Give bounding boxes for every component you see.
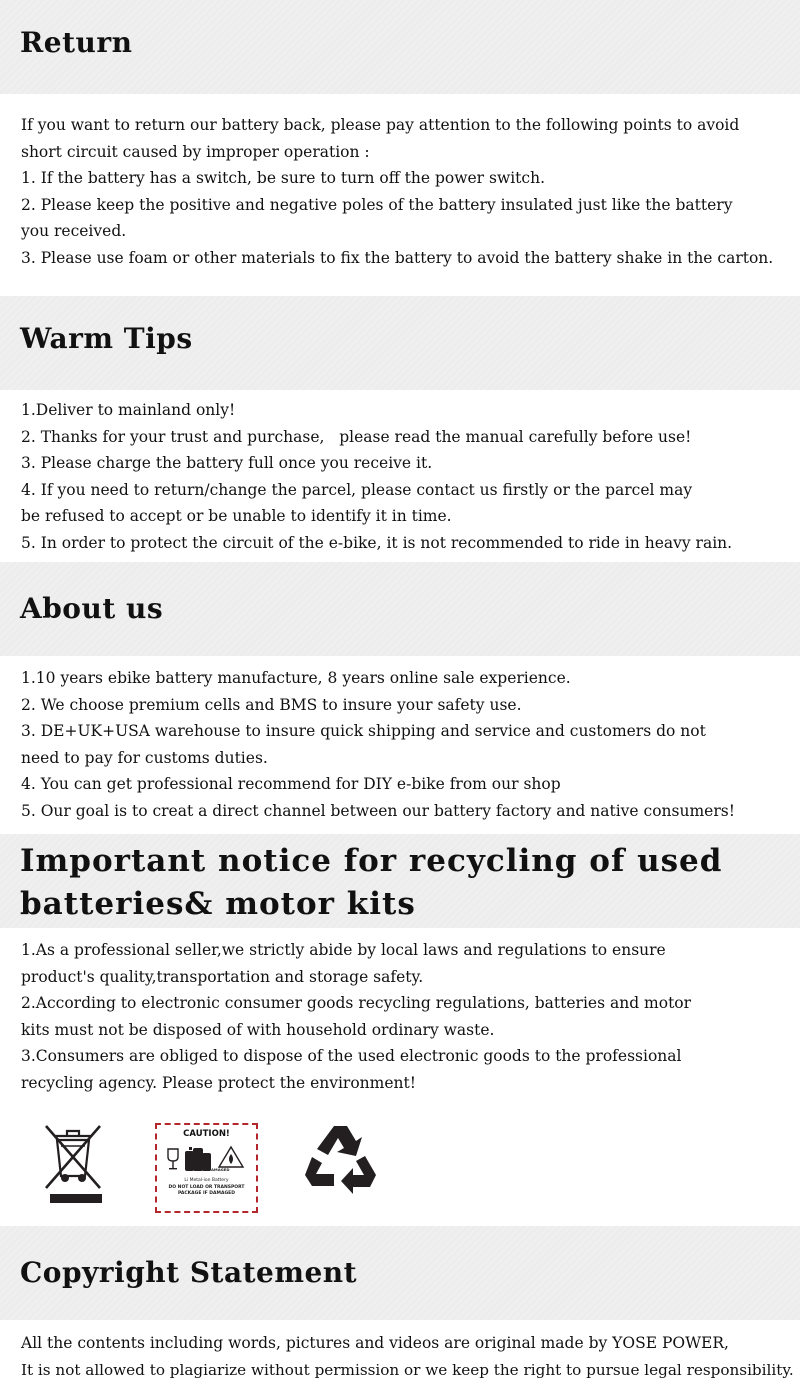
caution-label bbox=[155, 1123, 258, 1213]
section-title-about-us: About us bbox=[20, 592, 164, 625]
section-title-recycling-notice bbox=[20, 840, 722, 926]
text-line: 3.Consumers are obliged to dispose of the used electronic goods to the professional bbox=[21, 1047, 682, 1066]
title-line-2: batteries& motor kits bbox=[20, 886, 416, 922]
recycling-text-block bbox=[21, 937, 791, 1097]
text-line: If you want to return our battery back, please pay attention to the following points to avoid bbox=[21, 116, 740, 134]
text-line: 5. In order to protect the circuit of the e-bike, it is not recommended to ride in heavy rain. bbox=[21, 533, 733, 552]
text-line: All the contents including words, pictures and videos are original made by YOSE POWER, bbox=[21, 1334, 729, 1352]
title-line-1: Important notice for recycling of used bbox=[20, 843, 723, 879]
text-line: 4. If you need to return/change the parcel, please contact us firstly or the parcel may bbox=[21, 480, 693, 499]
section-header-recycling-notice bbox=[0, 834, 800, 928]
section-header-warm-tips bbox=[0, 296, 800, 390]
text-line: kits must not be disposed of with household ordinary waste. bbox=[21, 1020, 495, 1039]
text-line: 2.According to electronic consumer goods recycling regulations, batteries and motor bbox=[21, 994, 692, 1013]
section-title-return: Return bbox=[20, 26, 133, 59]
text-line: 1. If the battery has a switch, be sure to turn off the power switch. bbox=[21, 169, 545, 188]
text-line: product's quality,transportation and storage safety. bbox=[21, 967, 424, 986]
section-header-about-us bbox=[0, 562, 800, 656]
text-line: need to pay for customs duties. bbox=[21, 748, 268, 767]
section-header-return bbox=[0, 0, 800, 94]
return-text-block bbox=[21, 112, 791, 272]
warning-line-2: PACKAGE IF DAMAGED bbox=[178, 1191, 235, 1196]
recycle-icon bbox=[298, 1123, 382, 1205]
text-line: 2. Please keep the positive and negative poles of the battery insulated just like the battery bbox=[21, 195, 733, 214]
text-line: 4. You can get professional recommend for DIY e-bike from our shop bbox=[21, 775, 561, 794]
text-line: 1.Deliver to mainland only! bbox=[21, 401, 236, 419]
text-line: 1.10 years ebike battery manufacture, 8 years online sale experience. bbox=[21, 669, 571, 687]
section-title-copyright: Copyright Statement bbox=[20, 1256, 358, 1289]
battery-type-text: Li Metal-ion Battery bbox=[184, 1178, 229, 1183]
text-line: 2. We choose premium cells and BMS to insure your safety use. bbox=[21, 695, 522, 714]
section-header-copyright bbox=[0, 1226, 800, 1320]
weee-crossed-bin-icon bbox=[40, 1118, 106, 1210]
warm-tips-text-block bbox=[21, 397, 791, 557]
text-line: short circuit caused by improper operation : bbox=[21, 142, 370, 161]
text-line: be refused to accept or be unable to identify it in time. bbox=[21, 507, 452, 526]
caution-label-border bbox=[155, 1123, 258, 1213]
damaged-text: IF DAMAGED bbox=[202, 1167, 230, 1172]
text-line: It is not allowed to plagiarize without permission or we keep the right to pursue legal responsibility. bbox=[21, 1360, 794, 1379]
text-line: 2. Thanks for your trust and purchase, please read the manual carefully before use! bbox=[21, 427, 692, 446]
section-title-warm-tips: Warm Tips bbox=[20, 322, 193, 355]
copyright-text-block bbox=[21, 1330, 794, 1383]
text-line: you received. bbox=[21, 222, 127, 241]
text-line: 3. DE+UK+USA warehouse to insure quick shipping and service and customers do not bbox=[21, 722, 706, 741]
text-line: 3. Please use foam or other materials to fix the battery to avoid the battery shake in the carton. bbox=[21, 248, 774, 267]
text-line: 1.As a professional seller,we strictly abide by local laws and regulations to ensure bbox=[21, 941, 666, 959]
text-line: 5. Our goal is to creat a direct channel between our battery factory and native consumers! bbox=[21, 801, 735, 820]
warning-line-1: DO NOT LOAD OR TRANSPORT bbox=[168, 1185, 245, 1190]
caution-title: CAUTION! bbox=[183, 1129, 230, 1139]
text-line: recycling agency. Please protect the environment! bbox=[21, 1073, 416, 1092]
text-line: 3. Please charge the battery full once you receive it. bbox=[21, 454, 433, 473]
about-us-text-block bbox=[21, 665, 791, 825]
